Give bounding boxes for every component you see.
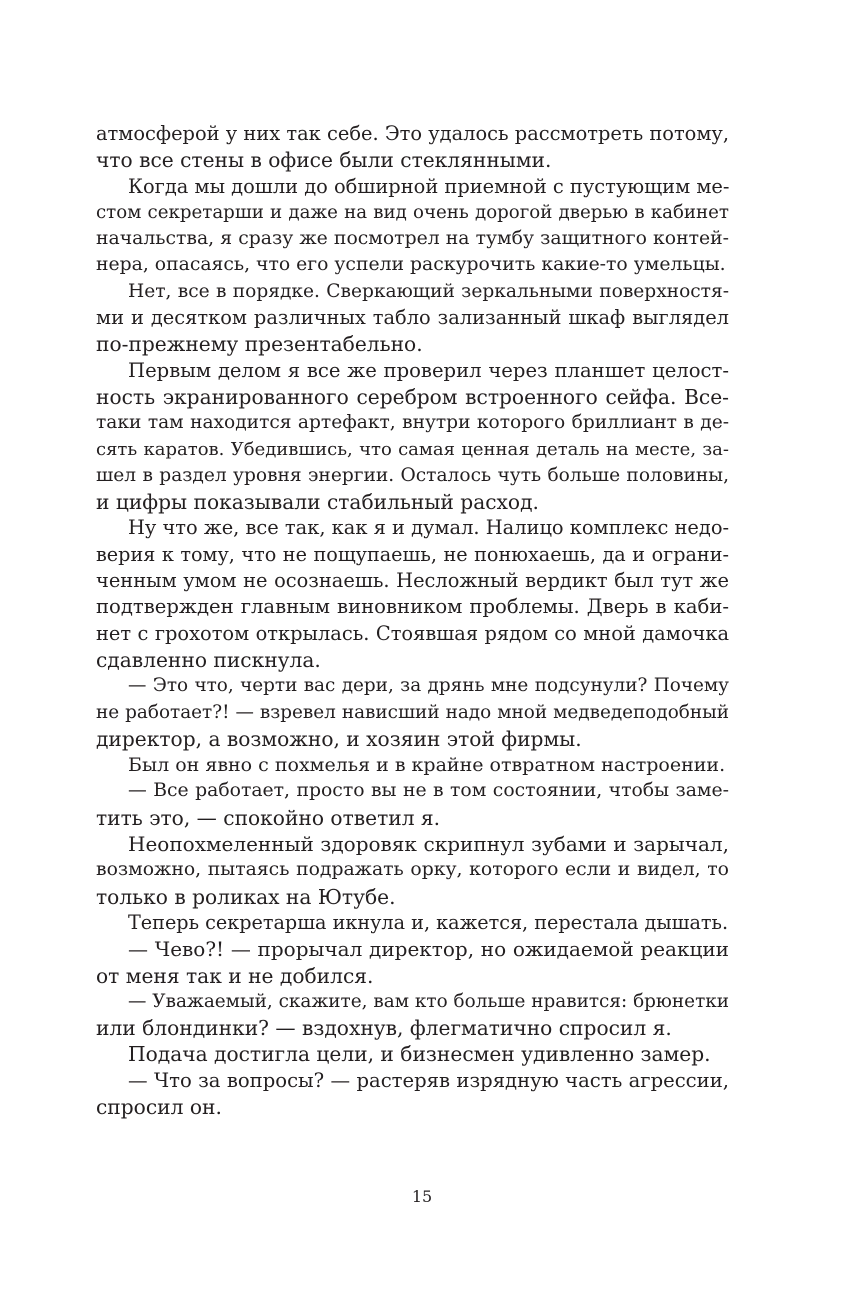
text-line: Когда мы дошли до обширной приемной с пустующим ме- [128,174,730,198]
text-line: и цифры показывали стабильный расход. [96,490,539,515]
text-line: возможно, пытаясь подражать орку, которого если и видел, то [96,859,729,881]
text-line: не работает?! — взревел нависший надо мной медведеподобный [96,701,729,723]
text-line: Нет, все в порядке. Сверкающий зеркальными поверхностя- [128,280,729,302]
text-line: ность экранированного серебром встроенного сейфа. Все- [96,384,729,409]
page-number: 15 [411,1187,433,1206]
text-line: сять каратов. Убедившись, что самая ценная деталь на месте, за- [96,438,729,460]
text-line: Подача достигла цели, и бизнесмен удивленно замер. [128,1042,711,1067]
page-body [96,121,729,1120]
text-line: — Это что, черти вас дери, за дрянь мне подсунули? Почему [128,675,729,697]
text-line: ченным умом не осознаешь. Несложный вердикт был тут же [96,569,729,593]
text-line: начальства, я сразу же посмотрел на тумбу защитного контей- [96,228,729,250]
text-line: сдавленно пискнула. [96,647,321,672]
text-line: Был он явно с похмелья и в крайне отвратном настроении. [128,754,726,777]
text-line: — Что за вопросы? — растеряв изрядную часть агрессии, [128,1068,729,1092]
text-line: Неопохмеленный здоровяк скрипнул зубами и зарычал, [128,832,729,857]
text-line: спросил он. [96,1094,222,1119]
text-line: от меня так и не добился. [96,963,374,988]
text-line: директор, а возможно, и хозяин этой фирмы. [96,726,582,751]
text-line: Первым делом я все же проверил через планшет целост- [128,358,729,382]
text-line: верия к тому, что не пощупаешь, не понюхаешь, да и ограни- [96,542,729,566]
text-line: таки там находится артефакт, внутри которого бриллиант в де- [96,412,729,434]
text-line: нера, опасаясь, что его успели раскурочить какие-то умельцы. [96,254,726,276]
text-line: Ну что же, все так, как я и думал. Налицо комплекс недо- [128,516,730,540]
text-line: или блондинки? — вздохнув, флегматично спросил я. [96,1016,672,1041]
text-line: — Уважаемый, скажите, вам кто больше нравится: брюнетки [128,990,729,1012]
text-line: — Чево?! — прорычал директор, но ожидаемой реакции [128,937,729,962]
text-line: — Все работает, просто вы не в том состоянии, чтобы заме- [128,780,729,802]
text-line: тить это, — спокойно ответил я. [96,805,441,830]
text-line: что все стены в офисе были стеклянными. [96,148,552,173]
text-line: атмосферой у них так себе. Это удалось рассмотреть потому, [96,122,729,145]
text-line: только в роликах на Ютубе. [96,884,396,909]
text-line: Теперь секретарша икнула и, кажется, перестала дышать. [128,910,729,934]
text-line: стом секретарши и даже на вид очень дорогой дверью в кабинет [96,201,729,223]
text-line: подтвержден главным виновником проблемы. Дверь в каби- [96,595,729,619]
text-line: нет с грохотом открылась. Стоявшая рядом со мной дамочка [96,621,729,645]
text-line: по-прежнему презентабельно. [96,332,423,357]
text-line: ми и десятком различных табло зализанный шкаф выглядел [96,306,729,330]
text-line: шел в раздел уровня энергии. Осталось чуть больше половины, [96,464,729,486]
